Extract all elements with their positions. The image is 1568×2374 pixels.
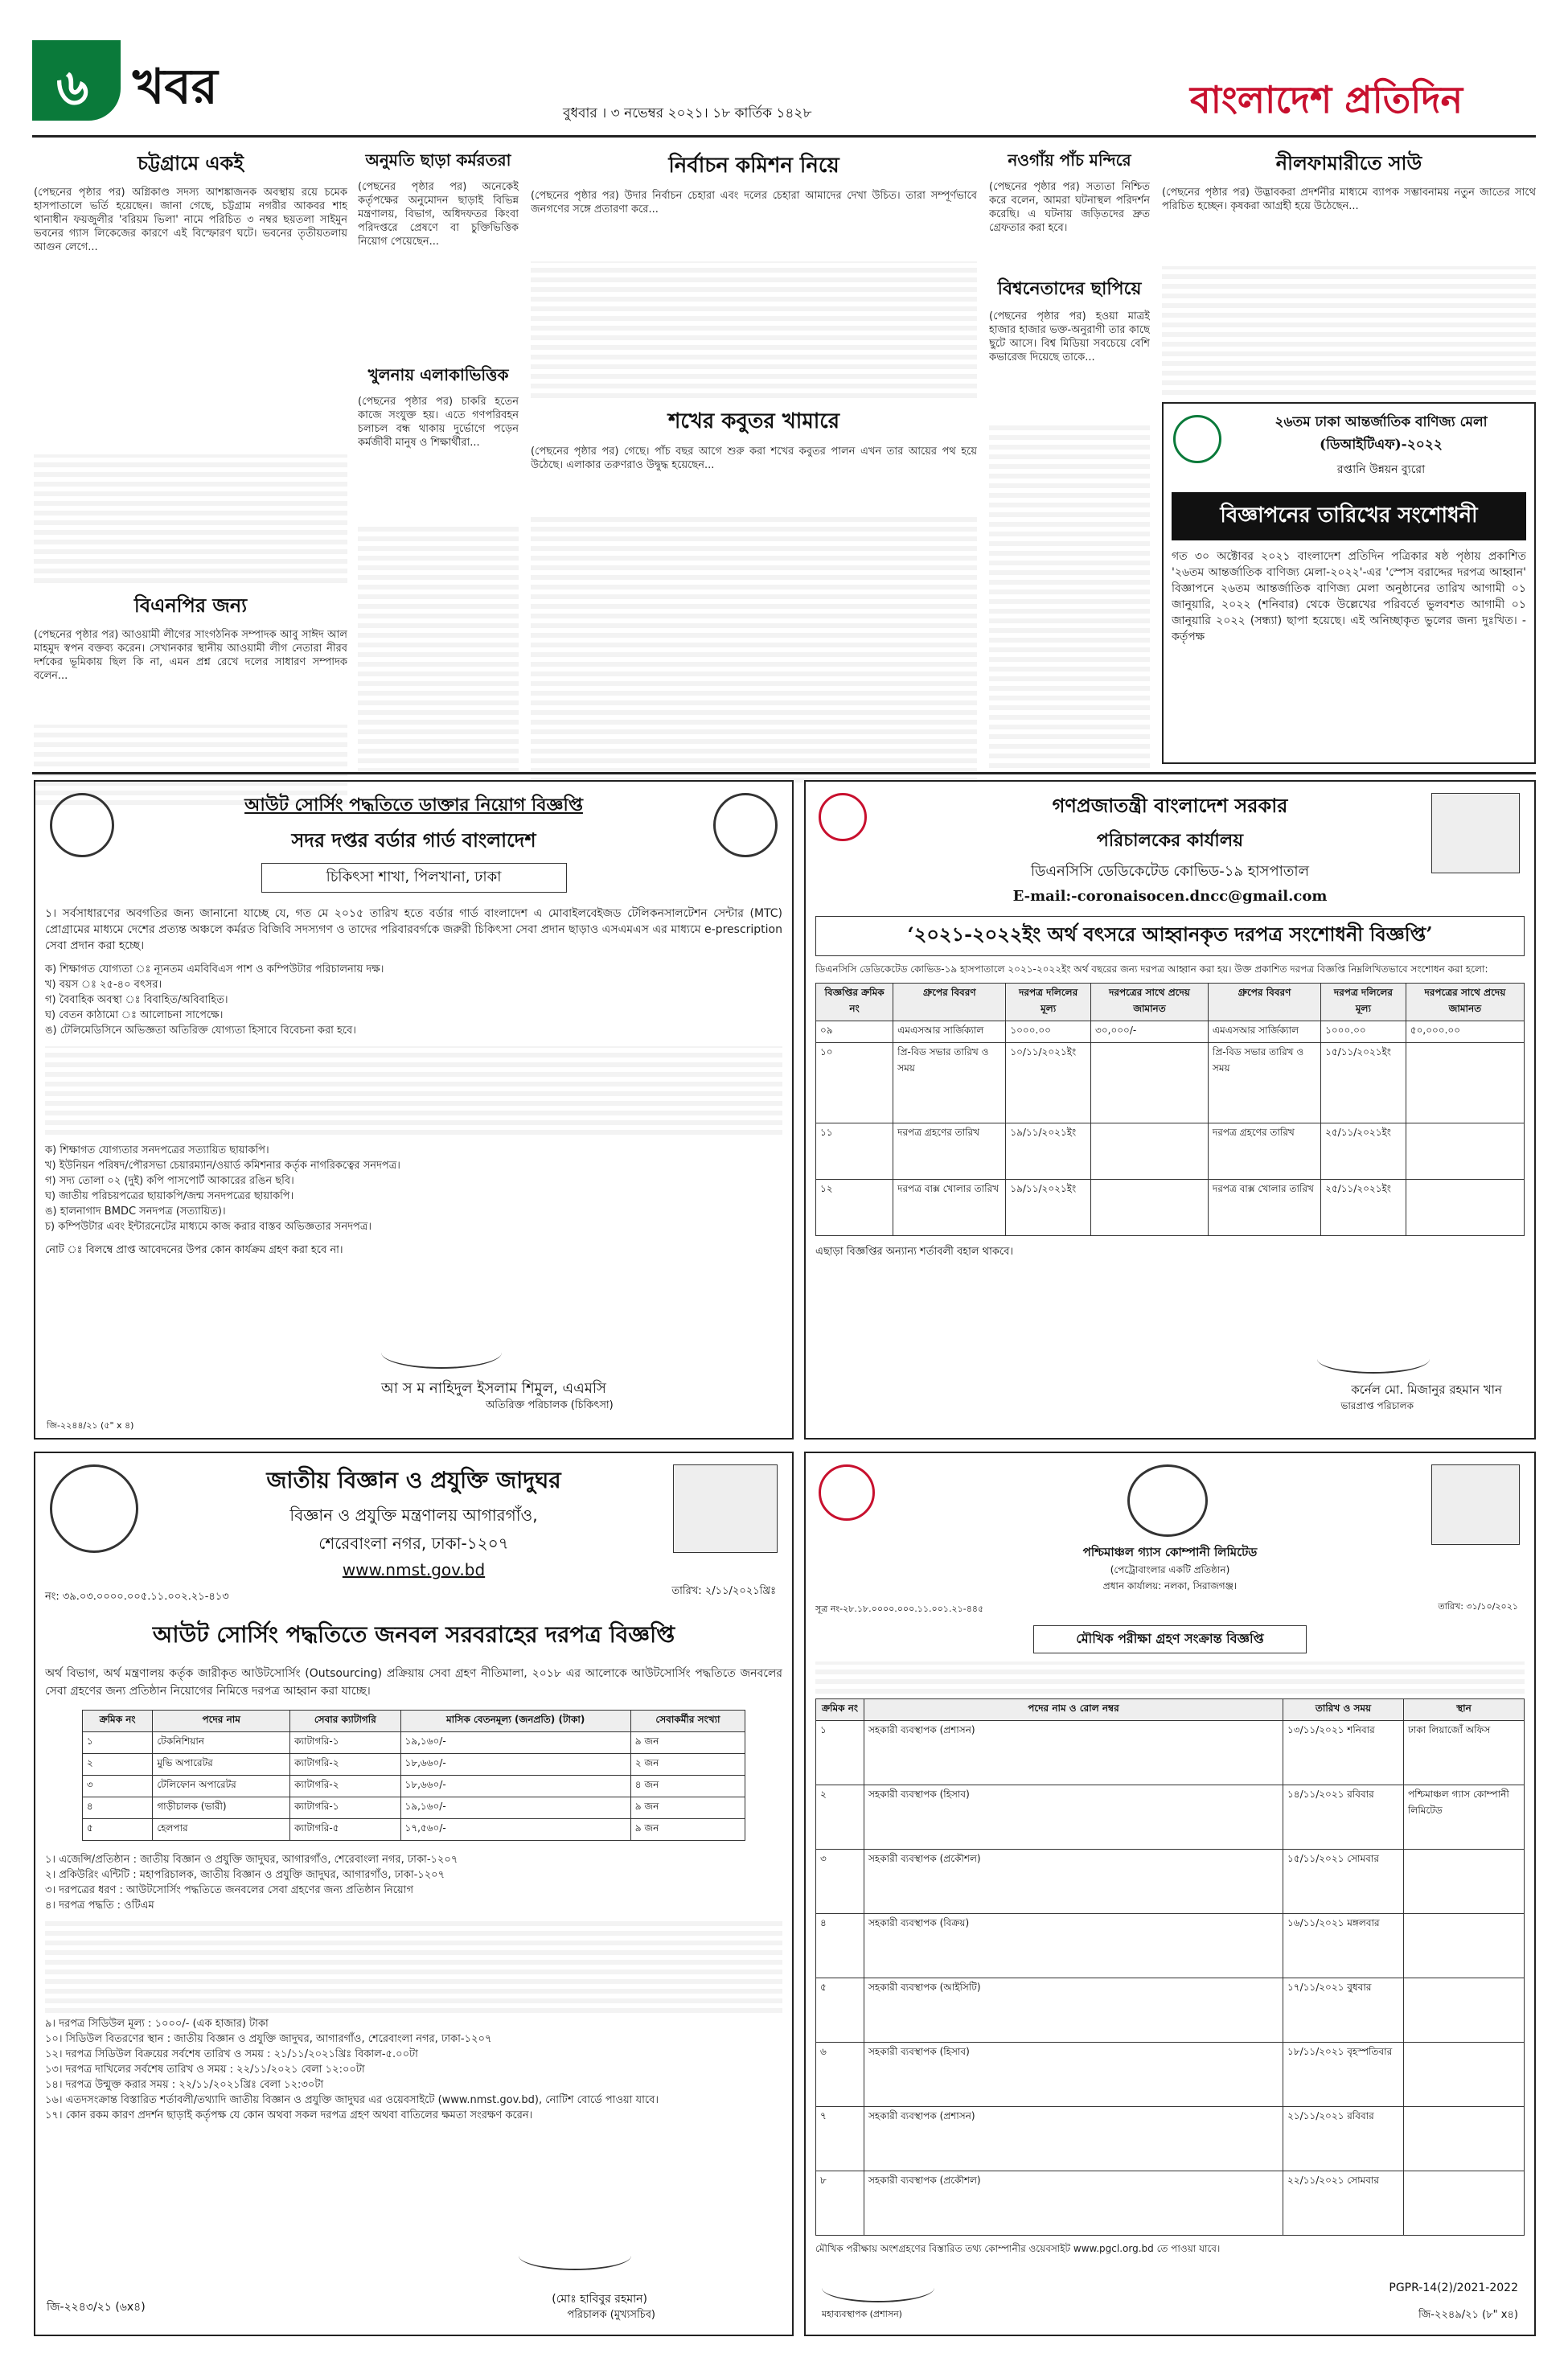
table-cell: ২২/১১/২০২১ সোমবার <box>1283 2171 1404 2236</box>
table-cell: ক্যাটাগরি-১ <box>290 1732 400 1754</box>
table-header: সেবাকর্মীর সংখ্যা <box>630 1711 745 1732</box>
table-row <box>816 1978 1525 2043</box>
table-header: মাসিক বেতনমূল্য (জনপ্রতি) (টাকা) <box>400 1711 630 1732</box>
table-header: তারিখ ও সময় <box>1283 1699 1404 1721</box>
nmst-signer-title: পরিচালক (মুখ্যসচিব) <box>567 2309 655 2321</box>
table-cell: ১৭,৫৬০/- <box>400 1819 630 1841</box>
table-cell: ২ <box>816 1785 864 1850</box>
table-row <box>816 2171 1525 2236</box>
article-continued <box>531 261 977 398</box>
table-cell: ৪ জন <box>630 1776 745 1797</box>
table-cell: দরপত্র গ্রহণের তারিখ <box>893 1123 1006 1180</box>
list-item: ১৭। কোন রকম কারণ প্রদর্শন ছাড়াই কর্তৃপক্ষ যে কোন অথবা সকল দরপত্র গ্রহণ অথবা বাতিলের ক্ষমতা সংরক্ষণ করেন। <box>45 2109 533 2121</box>
epb-logo-icon <box>1173 415 1221 463</box>
table-row <box>82 1819 745 1841</box>
article-title: নীলফামারীতে সাউ <box>1275 151 1422 175</box>
table-cell: ক্যাটাগরি-১ <box>290 1797 400 1819</box>
article-body: (পেছনের পৃষ্ঠার পর) উদার নির্বাচন চেহারা এবং দলের চেহারা আমাদের দেখা উচিত। তারা সম্পূর্ণভাবে জনগণের সঙ্গে প্রতারণা করে... <box>531 190 977 216</box>
table-cell: ৬ <box>816 2043 864 2107</box>
nmst-signer: (মোঃ হাবিবুর রহমান) <box>552 2293 647 2306</box>
pgcl-date: তারিখ: ৩১/১০/২০২১ <box>1438 1601 1518 1612</box>
article-title: খুলনায় এলাকাভিত্তিক <box>367 365 509 384</box>
table-cell <box>1404 2107 1525 2171</box>
table-row <box>816 1123 1525 1180</box>
article-body: (পেছনের পৃষ্ঠার পর) গেছে। পাঁচ বছর আগে শুরু করা শখের কবুতর পালন এখন তার আয়ের পথ হয়ে উঠেছে। এলাকার তরুণরাও উদ্বুদ্ধ হয়েছেন... <box>531 446 977 471</box>
nmst-ministry: বিজ্ঞান ও প্রযুক্তি মন্ত্রণালয় আগারগাঁও, <box>289 1505 538 1525</box>
table-cell <box>1406 1043 1524 1123</box>
table-cell: ৩০,০০০/- <box>1091 1021 1209 1043</box>
epb-fair-title: ২৬তম ঢাকা আন্তর্জাতিক বাণিজ্য মেলা (ডিআইটিএফ)-২০২২ <box>1275 414 1488 453</box>
table-cell: ৩ <box>816 1850 864 1914</box>
list-item: ৩। দরপত্রের ধরণ : আউটসোর্সিং পদ্ধতিতে জনবলের সেবা গ্রহণের জন্য প্রতিষ্ঠান নিয়োগ <box>45 1884 413 1896</box>
bgb-docs <box>45 1143 782 1234</box>
doc-item: ঙ) হালনাগাদ BMDC সনদপত্র (সত্যায়িত)। <box>45 1205 226 1218</box>
table-header: পদের নাম <box>153 1711 290 1732</box>
dncc-title: ‘২০২১-২০২২ইং অর্থ বৎসরে আহ্বানকৃত দরপত্র সংশোধনী বিজ্ঞপ্তি’ <box>815 916 1525 956</box>
doc-item: গ) সদ্য তোলা ০২ (দুই) কপি পাসপোর্ট আকারের রঙিন ছবি। <box>45 1175 294 1187</box>
table-cell: এমএসআর সার্জিক্যাল <box>893 1021 1006 1043</box>
epb-ad <box>1162 402 1536 764</box>
table-cell: ৮ <box>816 2171 864 2236</box>
table-cell: টেলিফোন অপারেটর <box>153 1776 290 1797</box>
table-header: দরপত্রের সাথে প্রদেয় জামানত <box>1091 984 1209 1021</box>
table-cell: ১০০০.০০ <box>1321 1021 1406 1043</box>
nmst-web-link[interactable]: www.nmst.gov.bd <box>342 1560 486 1579</box>
bgb-logo-icon-right <box>713 793 778 857</box>
bgb-ad <box>34 780 794 1440</box>
pgcl-logo-icon <box>1127 1464 1208 1537</box>
signature-icon <box>519 2241 631 2270</box>
table-cell: সহকারী ব্যবস্থাপক (হিসাব) <box>864 2043 1283 2107</box>
mujib-logo-icon <box>819 793 867 841</box>
table-cell: সহকারী ব্যবস্থাপক (প্রকৌশল) <box>864 1850 1283 1914</box>
table-header: দরপত্র দলিলের মূল্য <box>1321 984 1406 1021</box>
table-header: ক্রমিক নং <box>82 1711 152 1732</box>
pgcl-ad <box>804 1452 1536 2336</box>
table-cell: সহকারী ব্যবস্থাপক (প্রশাসন) <box>864 1721 1283 1785</box>
nmst-code: জি-২২৪৩/২১ (৬x৪) <box>47 2301 146 2314</box>
table-cell: ৫০,০০০.০০ <box>1406 1021 1524 1043</box>
news-column-4 <box>989 149 1150 764</box>
doc-item: ঘ) জাতীয় পরিচয়পত্রের ছায়াকপি/জন্ম সনদপত্রের ছায়াকপি। <box>45 1190 294 1202</box>
doc-item: ক) শিক্ষাগত যোগ্যতার সনদপত্রের সত্যায়িত ছায়াকপি। <box>45 1144 269 1156</box>
table-cell: ৭ <box>816 2107 864 2171</box>
table-row <box>82 1754 745 1776</box>
issue-date: বুধবার । ৩ নভেম্বর ২০২১। ১৮ কার্তিক ১৪২৮ <box>563 105 812 121</box>
bgb-note: নোট ঃ বিলম্বে প্রাপ্ত আবেদনের উপর কোন কার্যক্রম গ্রহণ করা হবে না। <box>45 1244 343 1256</box>
pgcl-memo: সূত্র নং-২৮.১৮.০০০০.০০০.১১.০০১.২১-৪৪৫ <box>815 1604 984 1614</box>
pgcl-hq: প্রধান কার্যালয়: নলকা, সিরাজগঞ্জ। <box>1102 1580 1238 1592</box>
dncc-table <box>815 983 1525 1236</box>
bgb-title: আউট সোর্সিং পদ্ধতিতে ডাক্তার নিয়োগ বিজ্ঞপ্তি <box>244 795 583 815</box>
table-cell: দরপত্র বাক্স খোলার তারিখ <box>1208 1180 1320 1236</box>
dncc-email: E-mail:-coronaisocen.dncc@gmail.com <box>1012 888 1328 905</box>
article-title: বিশ্বনেতাদের ছাপিয়ে <box>997 278 1142 299</box>
table-cell <box>1091 1043 1209 1123</box>
nmst-date: তারিখ: ২/১১/২০২১খ্রিঃ <box>671 1585 776 1597</box>
table-cell: ১৯,১৬০/- <box>400 1797 630 1819</box>
bgb-signer-title: অতিরিক্ত পরিচালক (চিকিৎসা) <box>486 1399 614 1411</box>
pgcl-code: PGPR-14(2)/2021-2022 <box>1389 2282 1518 2294</box>
condition-item: ঙ) টেলিমেডিসিনে অভিজ্ঞতা অতিরিক্ত যোগ্যতা হিসাবে বিবেচনা করা হবে। <box>45 1025 356 1037</box>
table-cell: এমএসআর সার্জিক্যাল <box>1208 1021 1320 1043</box>
table-cell: ২ জন <box>630 1754 745 1776</box>
table-cell: ৯ জন <box>630 1732 745 1754</box>
news-column-3 <box>531 149 977 764</box>
dncc-gov: গণপ্রজাতন্ত্রী বাংলাদেশ সরকার <box>1052 794 1288 817</box>
table-cell: ক্যাটাগরি-২ <box>290 1754 400 1776</box>
bgb-unit: চিকিৎসা শাখা, পিলখানা, ঢাকা <box>261 863 567 893</box>
bgb-logo-icon <box>50 793 114 857</box>
table-cell: টেকনিশিয়ান <box>153 1732 290 1754</box>
article-body: (পেছনের পৃষ্ঠার পর) অনেকেই কর্তৃপক্ষের অনুমোদন ছাড়াই বিভিন্ন মন্ত্রণালয়, বিভাগ, অধিদফতর কিংবা পরিদপ্তরে প্রেষণে বা চুক্তিভিত্তিক নিয়োগ পেয়েছেন... <box>358 181 519 248</box>
pgcl-title: মৌখিক পরীক্ষা গ্রহণ সংক্রান্ত বিজ্ঞপ্তি <box>1033 1625 1307 1653</box>
list-item: ১৬। এতদসংক্রান্ত বিস্তারিত শর্তাবলী/তথ্যাদি জাতীয় বিজ্ঞান ও প্রযুক্তি জাদুঘর এর ওয়েবসাইটে (www.nmst.gov.bd), নোটিশ বোর্ডে পাওয়া যাবে। <box>45 2094 659 2106</box>
article-title: নির্বাচন কমিশন নিয়ে <box>668 154 839 178</box>
table-cell: ক্যাটাগরি-২ <box>290 1776 400 1797</box>
dncc-intro: ডিএনসিসি ডেডিকেটেড কোভিড-১৯ হাসপাতালে ২০২১-২০২২ইং অর্থ বছরের জন্য দরপত্র আহ্বান করা হয়। উক্ত প্রকাশিত দরপত্র বিজ্ঞপ্তি নিম্নলিখিতভাবে সংশোধন করা হলো: <box>815 963 1488 975</box>
header-rule <box>32 135 1536 138</box>
table-cell: ৯ জন <box>630 1797 745 1819</box>
table-row <box>816 1850 1525 1914</box>
article-body: (পেছনের পৃষ্ঠার পর) উদ্ভাবকরা প্রদর্শনীর মাধ্যমে ব্যাপক সম্ভাবনাময় নতুন জাতের সাথে পরিচিত হচ্ছেন। কৃষকরা আগ্রহী হয়ে উঠেছেন... <box>1162 187 1536 212</box>
table-cell: প্রি-বিড সভার তারিখ ও সময় <box>1208 1043 1320 1123</box>
nmst-org: জাতীয় বিজ্ঞান ও প্রযুক্তি জাদুঘর <box>266 1467 561 1493</box>
list-item: ৪। দরপত্র পদ্ধতি : ওটিএম <box>45 1900 154 1912</box>
table-cell: ১২ <box>816 1180 893 1236</box>
dncc-signer: কর্নেল মো. মিজানুর রহমান খান <box>1351 1382 1502 1397</box>
table-cell: ৩ <box>82 1776 152 1797</box>
bgb-signer: আ স ম নাহিদুল ইসলাম শিমুল, এএমসি <box>381 1380 606 1397</box>
bgb-body-continued <box>45 1046 782 1135</box>
dncc-signer-title: ভারপ্রাপ্ত পরিচালক <box>1340 1400 1414 1411</box>
table-cell <box>1404 1978 1525 2043</box>
article-title: চট্টগ্রামে একই <box>138 151 244 175</box>
article-title: বিএনপির জন্য <box>133 594 248 617</box>
table-cell: ১৮,৬৬০/- <box>400 1776 630 1797</box>
condition-item: ক) শিক্ষাগত যোগ্যতা ঃ ন্যূনতম এমবিবিএস পাশ ও কম্পিউটার পরিচালনায় দক্ষ। <box>45 963 384 975</box>
masthead: বাংলাদেশ প্রতিদিন <box>1190 78 1463 121</box>
bgb-subtitle: সদর দপ্তর বর্ডার গার্ড বাংলাদেশ <box>291 828 536 852</box>
table-cell <box>1091 1123 1209 1180</box>
table-cell: ১ <box>82 1732 152 1754</box>
portrait-icon <box>1431 1464 1520 1545</box>
table-cell: প্রি-বিড সভার তারিখ ও সময় <box>893 1043 1006 1123</box>
table-row <box>816 2043 1525 2107</box>
table-cell: ১০/১১/২০২১ইং <box>1006 1043 1091 1123</box>
portrait-icon <box>1431 793 1520 873</box>
epb-org: রপ্তানি উন্নয়ন ব্যুরো <box>1336 463 1426 476</box>
article-body: (পেছনের পৃষ্ঠার পর) চাকরি হতেন কাজে সংযুক্ত হয়। এতে গণপরিবহন চলাচল বন্ধ থাকায় দুর্ভোগে পড়েন কর্মজীবী মানুষ ও শিক্ষার্থীরা... <box>358 396 519 449</box>
table-cell: দরপত্র গ্রহণের তারিখ <box>1208 1123 1320 1180</box>
article-body: (পেছনের পৃষ্ঠার পর) আওয়ামী লীগের সাংগঠনিক সম্পাদক আবু সাঈদ আল মাহমুদ স্বপন বক্তব্য করেন। সেখানকার স্থানীয় আওয়ামী লীগ নেতারা নীরব দর্শকের ভূমিকায় ছিল কি না, এমন প্রশ্ন রেখে দলের সাধারণ সম্পাদক বলেন... <box>34 629 347 682</box>
table-cell: ১৯/১১/২০২১ইং <box>1006 1180 1091 1236</box>
table-cell: সহকারী ব্যবস্থাপক (বিক্রয়) <box>864 1914 1283 1978</box>
doc-item: চ) কম্পিউটার এবং ইন্টারনেটের মাধ্যমে কাজ করার বাস্তব অভিজ্ঞতার সনদপত্র। <box>45 1221 372 1233</box>
table-row <box>816 1785 1525 1850</box>
list-item: ১। এজেন্সি/প্রতিষ্ঠান : জাতীয় বিজ্ঞান ও প্রযুক্তি জাদুঘর, আগারগাঁও, শেরেবাংলা নগর, ঢাকা-১২০৭ <box>45 1854 458 1866</box>
table-cell: ১৯/১১/২০২১ইং <box>1006 1123 1091 1180</box>
pgcl-table <box>815 1698 1525 2236</box>
article-title: শখের কবুতর খামারে <box>667 409 840 433</box>
table-cell: ১৫/১১/২০২১ইং <box>1321 1043 1406 1123</box>
doc-item: খ) ইউনিয়ন পরিষদ/পৌরসভা চেয়ারম্যান/ওয়ার্ড কমিশনার কর্তৃক নাগরিকত্বের সনদপত্র। <box>45 1160 400 1172</box>
nmst-memo: নং: ৩৯.০৩.০০০০.০০৫.১১.০০২.২১-৪১৩ <box>45 1591 229 1603</box>
table-cell: ২৫/১১/২০২১ইং <box>1321 1180 1406 1236</box>
article-body: (পেছনের পৃষ্ঠার পর) সত্যতা নিশ্চিত করে বলেন, আমরা ঘটনাস্থল পরিদর্শন করেছি। এ ঘটনায় জড়িতদের দ্রুত গ্রেফতার করা হবে। <box>989 181 1150 234</box>
pgcl-web-note: মৌখিক পরীক্ষায় অংশগ্রহণের বিস্তারিত তথ্য কোম্পানীর ওয়েবসাইট www.pgcl.org.bd তে পাওয়া যাবে। <box>815 2243 1221 2254</box>
epb-body: গত ৩০ অক্টোবর ২০২১ বাংলাদেশ প্রতিদিন পত্রিকার ষষ্ঠ পৃষ্ঠায় প্রকাশিত '২৬তম আন্তর্জাতিক বাণিজ্য মেলা-২০২২'-এর 'স্পেস বরাদ্দের দরপত্র আহ্বান' বিজ্ঞাপনে ২৬তম আন্তর্জাতিক বাণিজ্য মেলা অনুষ্ঠানের তারিখ আগামী ০১ জানুয়ারি, ২০২২ (শনিবার) থেকে উল্লেখের পরিবর্তে ভুলবশত আগামী ০১ জানুয়ারি ২০২২ (সন্ধ্যা) ছাপা হয়েছে। এই অনিচ্ছাকৃত ভুলের জন্য দুঃখিত। - কর্তৃপক্ষ <box>1172 550 1526 643</box>
news-column-5 <box>1162 149 1536 390</box>
nmst-title: আউট সোর্সিং পদ্ধতিতে জনবল সরবরাহের দরপত্র বিজ্ঞপ্তি <box>152 1621 675 1648</box>
list-item: ১২। দরপত্র সিডিউল বিক্রয়ের সর্বশেষ তারিখ ও সময় : ২১/১১/২০২১খ্রিঃ বিকাল-৫.০০টা <box>45 2048 418 2060</box>
nmst-table <box>82 1710 745 1841</box>
table-row <box>816 2107 1525 2171</box>
table-cell: ১৭/১১/২০২১ বুধবার <box>1283 1978 1404 2043</box>
list-item-continued <box>45 1916 782 2013</box>
signature-icon <box>381 1337 502 1369</box>
nmst-intro: অর্থ বিভাগ, অর্থ মন্ত্রণালয় কর্তৃক জারীকৃত আউটসোর্সিং (Outsourcing) প্রক্রিয়ায় সেবা গ্রহণ নীতিমালা, ২০১৮ এর আলোকে আউটসোর্সিং পদ্ধতিতে জনবলের সেবা গ্রহণের জন্য প্রতিষ্ঠান নিয়োগের নিমিত্তে দরপত্র আহ্বান করা যাচ্ছে। <box>45 1667 782 1698</box>
table-cell: পশ্চিমাঞ্চল গ্যাস কোম্পানী লিমিটেড <box>1404 1785 1525 1850</box>
table-cell: ১০ <box>816 1043 893 1123</box>
dncc-ad <box>804 780 1536 1440</box>
dncc-footer: এছাড়া বিজ্ঞপ্তির অন্যান্য শর্তাবলী বহাল থাকবে। <box>815 1246 1014 1258</box>
table-cell: ২৫/১১/২০২১ইং <box>1321 1123 1406 1180</box>
table-cell: সহকারী ব্যবস্থাপক (প্রকৌশল) <box>864 2171 1283 2236</box>
article-continued <box>1162 266 1536 395</box>
list-item: ৯। দরপত্র সিডিউল মূল্য : ১০০০/- (এক হাজার) টাকা <box>45 2018 269 2030</box>
table-row <box>82 1776 745 1797</box>
pgcl-org: পশ্চিমাঞ্চল গ্যাস কোম্পানী লিমিটেড <box>1082 1545 1258 1559</box>
pgcl-sub: (পেট্রোবাংলার একটি প্রতিষ্ঠান) <box>1110 1564 1230 1575</box>
article-continued <box>34 454 347 583</box>
nmst-logo-icon <box>50 1464 138 1553</box>
table-cell <box>1404 2043 1525 2107</box>
section-divider <box>32 772 1536 774</box>
table-cell: গাড়ীচালক (ভারী) <box>153 1797 290 1819</box>
nmst-items <box>45 1852 782 2123</box>
table-row <box>816 1021 1525 1043</box>
article-continued <box>989 422 1150 768</box>
signature-icon <box>822 2273 934 2302</box>
article-body: (পেছনের পৃষ্ঠার পর) অগ্নিকাণ্ড সদস্য আশঙ্কাজনক অবস্থায় রয়ে চমেক হাসপাতালে ভর্তি হয়েছেন। জানা গেছে, চট্টগ্রাম নগরীর আকবর শাহ থানাধীন ফয়জুলীর 'বরিয়ম ভিলা' নামে পরিচিত ৩ নম্বর ছয়তলা সাইমুন ভবনের গ্যাস লিকেজের কারণে এই বিস্ফোরণ ঘটে। ভবনের তৃতীয়তলায় আগুন লেগে... <box>34 187 347 253</box>
dncc-hospital: ডিএনসিসি ডেডিকেটেড কোভিড-১৯ হাসপাতাল <box>1030 863 1310 880</box>
dncc-office: পরিচালকের কার্যালয় <box>1096 830 1244 851</box>
nmst-ad <box>34 1452 794 2336</box>
table-cell: ১ <box>816 1721 864 1785</box>
table-cell: ঢাকা লিয়াজোঁ অফিস <box>1404 1721 1525 1785</box>
nmst-address: শেরেবাংলা নগর, ঢাকা-১২০৭ <box>318 1534 509 1553</box>
page-number: ৬ <box>56 58 89 117</box>
table-cell: ১৫/১১/২০২১ সোমবার <box>1283 1850 1404 1914</box>
table-cell: ১১ <box>816 1123 893 1180</box>
table-cell: ৫ <box>82 1819 152 1841</box>
table-cell: ১৮,৬৬০/- <box>400 1754 630 1776</box>
page-number-badge <box>32 40 121 121</box>
table-row <box>816 1180 1525 1236</box>
list-item: ১০। সিডিউল বিতরণের স্থান : জাতীয় বিজ্ঞান ও প্রযুক্তি জাদুঘর, আগারগাঁও, শেরেবাংলা নগর, ঢাকা-১২০৭ <box>45 2033 492 2045</box>
table-cell <box>1406 1180 1524 1236</box>
epb-banner: বিজ্ঞাপনের তারিখের সংশোধনী <box>1172 492 1526 540</box>
table-cell: সহকারী ব্যবস্থাপক (আইসিটি) <box>864 1978 1283 2043</box>
article-continued <box>531 517 977 782</box>
list-item: ১৩। দরপত্র দাখিলের সর্বশেষ তারিখ ও সময় : ২২/১১/২০২১ বেলা ১২:০০টা <box>45 2064 365 2076</box>
table-header: ক্রমিক নং <box>816 1699 864 1721</box>
table-header: স্থান <box>1404 1699 1525 1721</box>
table-cell: সহকারী ব্যবস্থাপক (প্রশাসন) <box>864 2107 1283 2171</box>
table-cell: ৪ <box>82 1797 152 1819</box>
article-continued <box>358 524 519 773</box>
table-header: গ্রুপের বিবরণ <box>893 984 1006 1021</box>
table-cell: ১৩/১১/২০২১ শনিবার <box>1283 1721 1404 1785</box>
table-cell: ৯ জন <box>630 1819 745 1841</box>
table-cell: ক্যাটাগরি-৫ <box>290 1819 400 1841</box>
table-cell: ১৬/১১/২০২১ মঙ্গলবার <box>1283 1914 1404 1978</box>
table-header: বিজ্ঞপ্তির ক্রমিক নং <box>816 984 893 1021</box>
table-cell: দরপত্র বাক্স খোলার তারিখ <box>893 1180 1006 1236</box>
table-cell: ১০০০.০০ <box>1006 1021 1091 1043</box>
table-row <box>816 1721 1525 1785</box>
pgcl-signer-title: মহাব্যবস্থাপক (প্রশাসন) <box>822 2309 902 2319</box>
table-cell: ৫ <box>816 1978 864 2043</box>
table-row <box>82 1797 745 1819</box>
table-cell: হেলপার <box>153 1819 290 1841</box>
table-row <box>816 1914 1525 1978</box>
table-cell: মুভি অপারেটর <box>153 1754 290 1776</box>
portrait-icon <box>673 1464 778 1553</box>
table-header: দরপত্র দলিলের মূল্য <box>1006 984 1091 1021</box>
table-header: পদের নাম ও রোল নম্বর <box>864 1699 1283 1721</box>
list-item: ২। প্রকিউরিং এন্টিটি : মহাপরিচালক, জাতীয় বিজ্ঞান ও প্রযুক্তি জাদুঘর, আগারগাঁও, ঢাকা-১২০৭ <box>45 1869 445 1881</box>
article-title: অনুমতি ছাড়া কর্মরতরা <box>365 150 511 170</box>
table-row <box>816 1043 1525 1123</box>
article-body: (পেছনের পৃষ্ঠার পর) হওয়া মাত্রই হাজার হাজার ভক্ত-অনুরাগী তার কাছে ছুটে আসে। বিশ্ব মিডিয়া সবচেয়ে বেশি কভারেজ দিয়েছে তাকে... <box>989 310 1150 363</box>
news-column-2 <box>358 149 519 764</box>
table-cell <box>1404 1914 1525 1978</box>
bgb-code: জি-২২৪৪/২১ (৫" x ৪) <box>47 1420 134 1431</box>
pgcl-code-2: জি-২২৪৯/২১ (৮" x৪) <box>1418 2309 1518 2321</box>
table-cell: ০৯ <box>816 1021 893 1043</box>
table-cell: ১৯,১৬০/- <box>400 1732 630 1754</box>
condition-item: গ) বৈবাহিক অবস্থা ঃ বিবাহিত/অবিবাহিত। <box>45 994 228 1006</box>
page-header <box>32 32 1536 145</box>
table-cell: ১৮/১১/২০২১ বৃহস্পতিবার <box>1283 2043 1404 2107</box>
table-header: দরপত্রের সাথে প্রদেয় জামানত <box>1406 984 1524 1021</box>
table-cell: ২ <box>82 1754 152 1776</box>
table-header: গ্রুপের বিবরণ <box>1208 984 1320 1021</box>
article-title: নওগাঁয় পাঁচ মন্দিরে <box>1008 150 1131 170</box>
mujib-logo-icon <box>819 1464 875 1521</box>
list-item: ১৪। দরপত্র উন্মুক্ত করার সময় : ২২/১১/২০২১খ্রিঃ বেলা ১২:৩০টা <box>45 2079 324 2091</box>
table-cell: ১৪/১১/২০২১ রবিবার <box>1283 1785 1404 1850</box>
condition-item: খ) বয়স ঃ ২৫-৪০ বৎসর। <box>45 979 162 991</box>
table-cell <box>1404 1850 1525 1914</box>
table-header: সেবার ক্যাটাগরি <box>290 1711 400 1732</box>
table-cell <box>1091 1180 1209 1236</box>
news-column-1 <box>34 149 347 764</box>
pgcl-intro <box>815 1661 1525 1694</box>
table-cell: সহকারী ব্যবস্থাপক (হিসাব) <box>864 1785 1283 1850</box>
section-title: খবর <box>133 59 218 115</box>
table-cell <box>1406 1123 1524 1180</box>
table-cell <box>1404 2171 1525 2236</box>
table-cell: ৪ <box>816 1914 864 1978</box>
table-row <box>82 1732 745 1754</box>
signature-icon <box>1317 1345 1430 1374</box>
bgb-body: ১। সর্বসাধারণের অবগতির জন্য জানানো যাচ্ছে যে, গত মে ২০১৫ তারিখ হতে বর্ডার গার্ড বাংলাদেশ এ মোবাইলবেইজড টেলিকনসালটেশন সেন্টার (MTC) প্রোগ্রামের মাধ্যমে দেশের প্রত্যন্ত অঞ্চলে কর্মরত বিজিবি সদস্যগণ ও তাদের পরিবারবর্গকে জরুরী চিকিৎসা সেবা প্রদান ছাড়াও এসএমএস এর মাধ্যমে e-prescription সেবা প্রদান করা হচ্ছে। <box>45 907 782 952</box>
table-cell: ২১/১১/২০২১ রবিবার <box>1283 2107 1404 2171</box>
condition-item: ঘ) বেতন কাঠামো ঃ আলোচনা সাপেক্ষে। <box>45 1009 224 1021</box>
bgb-conditions <box>45 962 782 1038</box>
